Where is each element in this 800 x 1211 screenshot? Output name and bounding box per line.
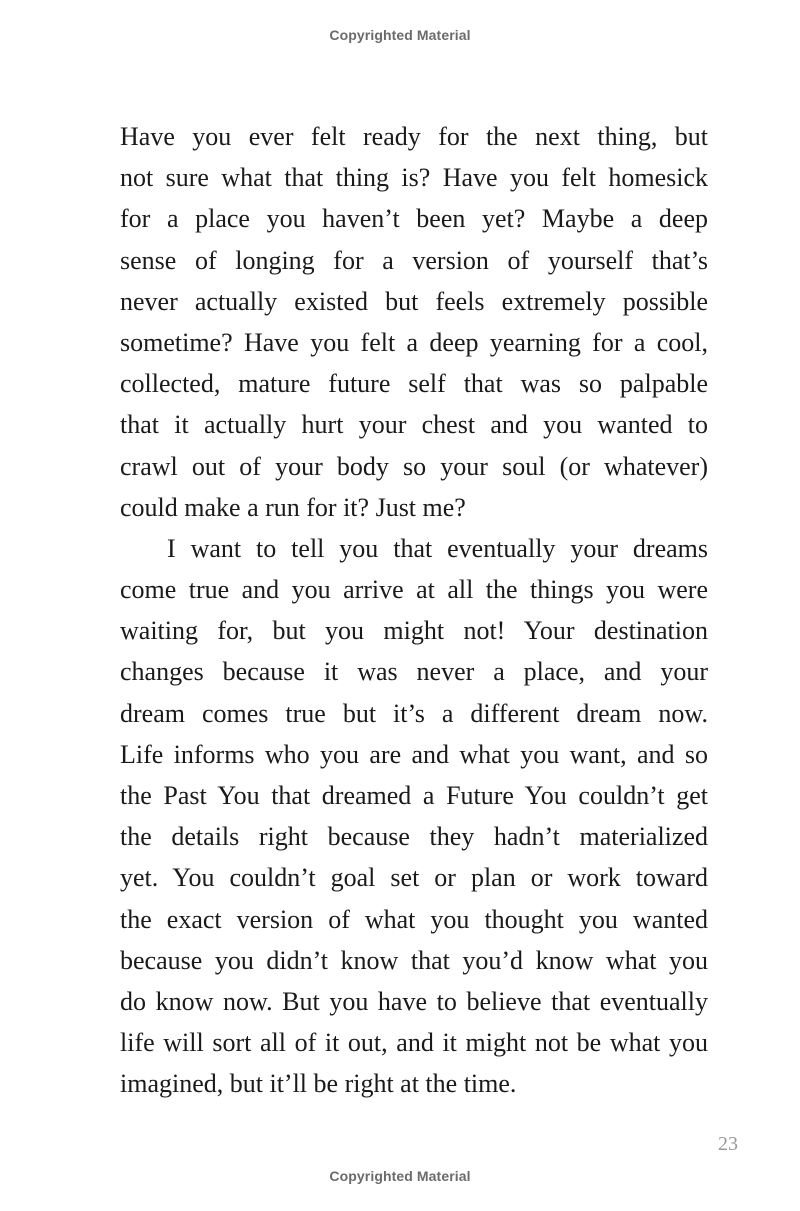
paragraph-1-line-4: sense of longing for a version of yourself that’s: [120, 245, 708, 275]
paragraph-1-line-9: crawl out of your body so your soul (or whatever): [120, 451, 708, 481]
paragraph-2-line-13: life will sort all of it out, and it might not be what you: [120, 1028, 708, 1058]
paragraph-2-line-8: the details right because they hadn’t materialized: [120, 822, 708, 852]
header-copyright-notice: Copyrighted Material: [329, 27, 471, 43]
paragraph-1-line-7: collected, mature future self that was so palpable: [120, 369, 708, 399]
paragraph-1-line-2: not sure what that thing is? Have you felt homesick: [120, 163, 708, 193]
paragraph-2-line-1: I want to tell you that eventually your dreams: [167, 533, 708, 563]
paragraph-1-line-6: sometime? Have you felt a deep yearning for a cool,: [120, 327, 708, 357]
paragraph-2-line-12: do know now. But you have to believe that eventually: [120, 986, 708, 1016]
paragraph-2-line-4: changes because it was never a place, and your: [120, 657, 708, 687]
paragraph-2-line-11: because you didn’t know that you’d know what you: [120, 945, 708, 975]
footer-copyright-notice: Copyrighted Material: [329, 1168, 471, 1184]
paragraph-2-line-6: Life informs who you are and what you want, and so: [120, 739, 708, 769]
paragraph-2-line-14: imagined, but it’ll be right at the time.: [120, 1069, 517, 1099]
body-text: [120, 116, 708, 1105]
paragraph-2-line-7: the Past You that dreamed a Future You couldn’t get: [120, 781, 708, 810]
page-number: 23: [718, 1133, 738, 1155]
paragraph-1-line-1: Have you ever felt ready for the next thing, but: [120, 122, 708, 151]
paragraph-1-line-10: could make a run for it? Just me?: [120, 492, 466, 522]
paragraph-2-line-9: yet. You couldn’t goal set or plan or work toward: [120, 863, 708, 893]
paragraph-1-line-5: never actually existed but feels extremely possible: [120, 286, 708, 316]
paragraph-1-line-8: that it actually hurt your chest and you wanted to: [120, 410, 708, 440]
paragraph-2-line-2: come true and you arrive at all the things you were: [120, 575, 708, 605]
paragraph-2-line-10: the exact version of what you thought you wanted: [120, 904, 708, 934]
paragraph-2-line-3: waiting for, but you might not! Your destination: [120, 616, 708, 646]
paragraph-1-line-3: for a place you haven’t been yet? Maybe a deep: [120, 204, 708, 234]
paragraph-2-line-5: dream comes true but it’s a different dream now.: [120, 698, 708, 728]
